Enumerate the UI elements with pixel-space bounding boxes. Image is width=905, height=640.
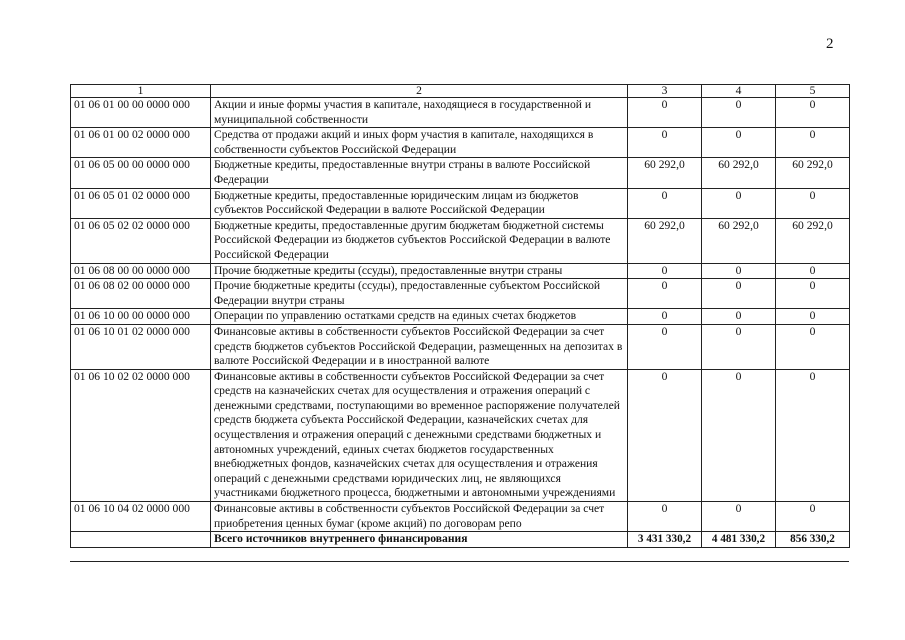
value-col5-cell: 60 292,0 <box>776 158 850 188</box>
value-col3-cell: 0 <box>628 128 702 158</box>
value-col5-cell: 0 <box>776 279 850 309</box>
source-name-cell: Прочие бюджетные кредиты (ссуды), предоставленные субъектом Российской Федерации внутри страны <box>211 279 628 309</box>
page-number: 2 <box>826 36 834 52</box>
table-row <box>71 309 850 325</box>
value-col5-cell: 60 292,0 <box>776 218 850 263</box>
total-col3-cell: 3 431 330,2 <box>628 532 702 548</box>
value-col5-cell: 0 <box>776 502 850 532</box>
value-col4-cell: 0 <box>702 188 776 218</box>
budget-code-cell: 01 06 08 00 00 0000 000 <box>71 263 211 279</box>
table-row <box>71 158 850 188</box>
table-row <box>71 502 850 532</box>
value-col4-cell: 0 <box>702 309 776 325</box>
budget-code-cell: 01 06 10 01 02 0000 000 <box>71 324 211 369</box>
value-col4-cell: 0 <box>702 324 776 369</box>
budget-code-cell: 01 06 01 00 00 0000 000 <box>71 98 211 128</box>
column-number-header-row <box>71 85 850 98</box>
value-col5-cell: 0 <box>776 324 850 369</box>
value-col4-cell: 0 <box>702 263 776 279</box>
total-label: Всего источников внутреннего финансирования <box>211 532 628 548</box>
total-code-cell <box>71 532 211 548</box>
value-col5-cell: 0 <box>776 128 850 158</box>
value-col4-cell: 0 <box>702 98 776 128</box>
source-name-cell: Финансовые активы в собственности субъектов Российской Федерации за счет приобретения ценных бумаг (кроме акций) по договорам репо <box>211 502 628 532</box>
value-col5-cell: 0 <box>776 369 850 501</box>
value-col3-cell: 0 <box>628 369 702 501</box>
value-col3-cell: 0 <box>628 279 702 309</box>
table-row <box>71 128 850 158</box>
table-row <box>71 218 850 263</box>
value-col4-cell: 0 <box>702 502 776 532</box>
financing-sources-table <box>70 84 850 548</box>
table-row <box>71 279 850 309</box>
source-name-cell: Бюджетные кредиты, предоставленные другим бюджетам бюджетной системы Российской Федерации из бюджетов субъектов Российской Федерации в валюте Российской Федерации <box>211 218 628 263</box>
source-name-cell: Прочие бюджетные кредиты (ссуды), предоставленные внутри страны <box>211 263 628 279</box>
source-name-cell: Бюджетные кредиты, предоставленные юридическим лицам из бюджетов субъектов Российской Федерации в валюте Российской Федерации <box>211 188 628 218</box>
value-col4-cell: 0 <box>702 369 776 501</box>
value-col3-cell: 60 292,0 <box>628 158 702 188</box>
table-row <box>71 369 850 501</box>
value-col3-cell: 60 292,0 <box>628 218 702 263</box>
table-row <box>71 263 850 279</box>
source-name-cell: Бюджетные кредиты, предоставленные внутри страны в валюте Российской Федерации <box>211 158 628 188</box>
budget-code-cell: 01 06 05 01 02 0000 000 <box>71 188 211 218</box>
table-row <box>71 98 850 128</box>
source-name-cell: Акции и иные формы участия в капитале, находящиеся в государственной и муниципальной собственности <box>211 98 628 128</box>
total-col5-cell: 856 330,2 <box>776 532 850 548</box>
table-bottom-rule <box>70 561 849 562</box>
total-col4-cell: 4 481 330,2 <box>702 532 776 548</box>
value-col4-cell: 60 292,0 <box>702 158 776 188</box>
column-header-1: 1 <box>71 85 211 98</box>
value-col4-cell: 0 <box>702 128 776 158</box>
budget-code-cell: 01 06 01 00 02 0000 000 <box>71 128 211 158</box>
table-row <box>71 188 850 218</box>
value-col4-cell: 0 <box>702 279 776 309</box>
budget-code-cell: 01 06 10 02 02 0000 000 <box>71 369 211 501</box>
value-col3-cell: 0 <box>628 263 702 279</box>
budget-code-cell: 01 06 08 02 00 0000 000 <box>71 279 211 309</box>
total-row <box>71 532 850 548</box>
value-col5-cell: 0 <box>776 98 850 128</box>
budget-code-cell: 01 06 10 04 02 0000 000 <box>71 502 211 532</box>
value-col5-cell: 0 <box>776 263 850 279</box>
budget-code-cell: 01 06 10 00 00 0000 000 <box>71 309 211 325</box>
source-name-cell: Операции по управлению остатками средств на единых счетах бюджетов <box>211 309 628 325</box>
value-col3-cell: 0 <box>628 502 702 532</box>
budget-code-cell: 01 06 05 02 02 0000 000 <box>71 218 211 263</box>
value-col4-cell: 60 292,0 <box>702 218 776 263</box>
value-col3-cell: 0 <box>628 98 702 128</box>
source-name-cell: Финансовые активы в собственности субъектов Российской Федерации за счет средств на казначейских счетах для осуществления и отражения операций с денежными средствами, поступающими во временное распоряжение получателей средств бюджета субъекта Российской Федерации, казначейских счетах для осуществления и отражения операций с денежными средствами бюджетных и автономных учреждений, единых счетах бюджетов государственных внебюджетных фондов, казначейских счетах для осуществления и отражения операций с денежными средствами юридических лиц, не являющихся участниками бюджетного процесса, бюджетными и автономными учреждениями <box>211 369 628 501</box>
value-col3-cell: 0 <box>628 188 702 218</box>
table-row <box>71 324 850 369</box>
column-header-2: 2 <box>211 85 628 98</box>
value-col3-cell: 0 <box>628 309 702 325</box>
value-col5-cell: 0 <box>776 309 850 325</box>
column-header-5: 5 <box>776 85 850 98</box>
source-name-cell: Финансовые активы в собственности субъектов Российской Федерации за счет средств бюджетов субъектов Российской Федерации, размещенных на депозитах в валюте Российской Федерации и в иностранной валюте <box>211 324 628 369</box>
value-col5-cell: 0 <box>776 188 850 218</box>
column-header-3: 3 <box>628 85 702 98</box>
value-col3-cell: 0 <box>628 324 702 369</box>
budget-code-cell: 01 06 05 00 00 0000 000 <box>71 158 211 188</box>
source-name-cell: Средства от продажи акций и иных форм участия в капитале, находящихся в собственности субъектов Российской Федерации <box>211 128 628 158</box>
column-header-4: 4 <box>702 85 776 98</box>
